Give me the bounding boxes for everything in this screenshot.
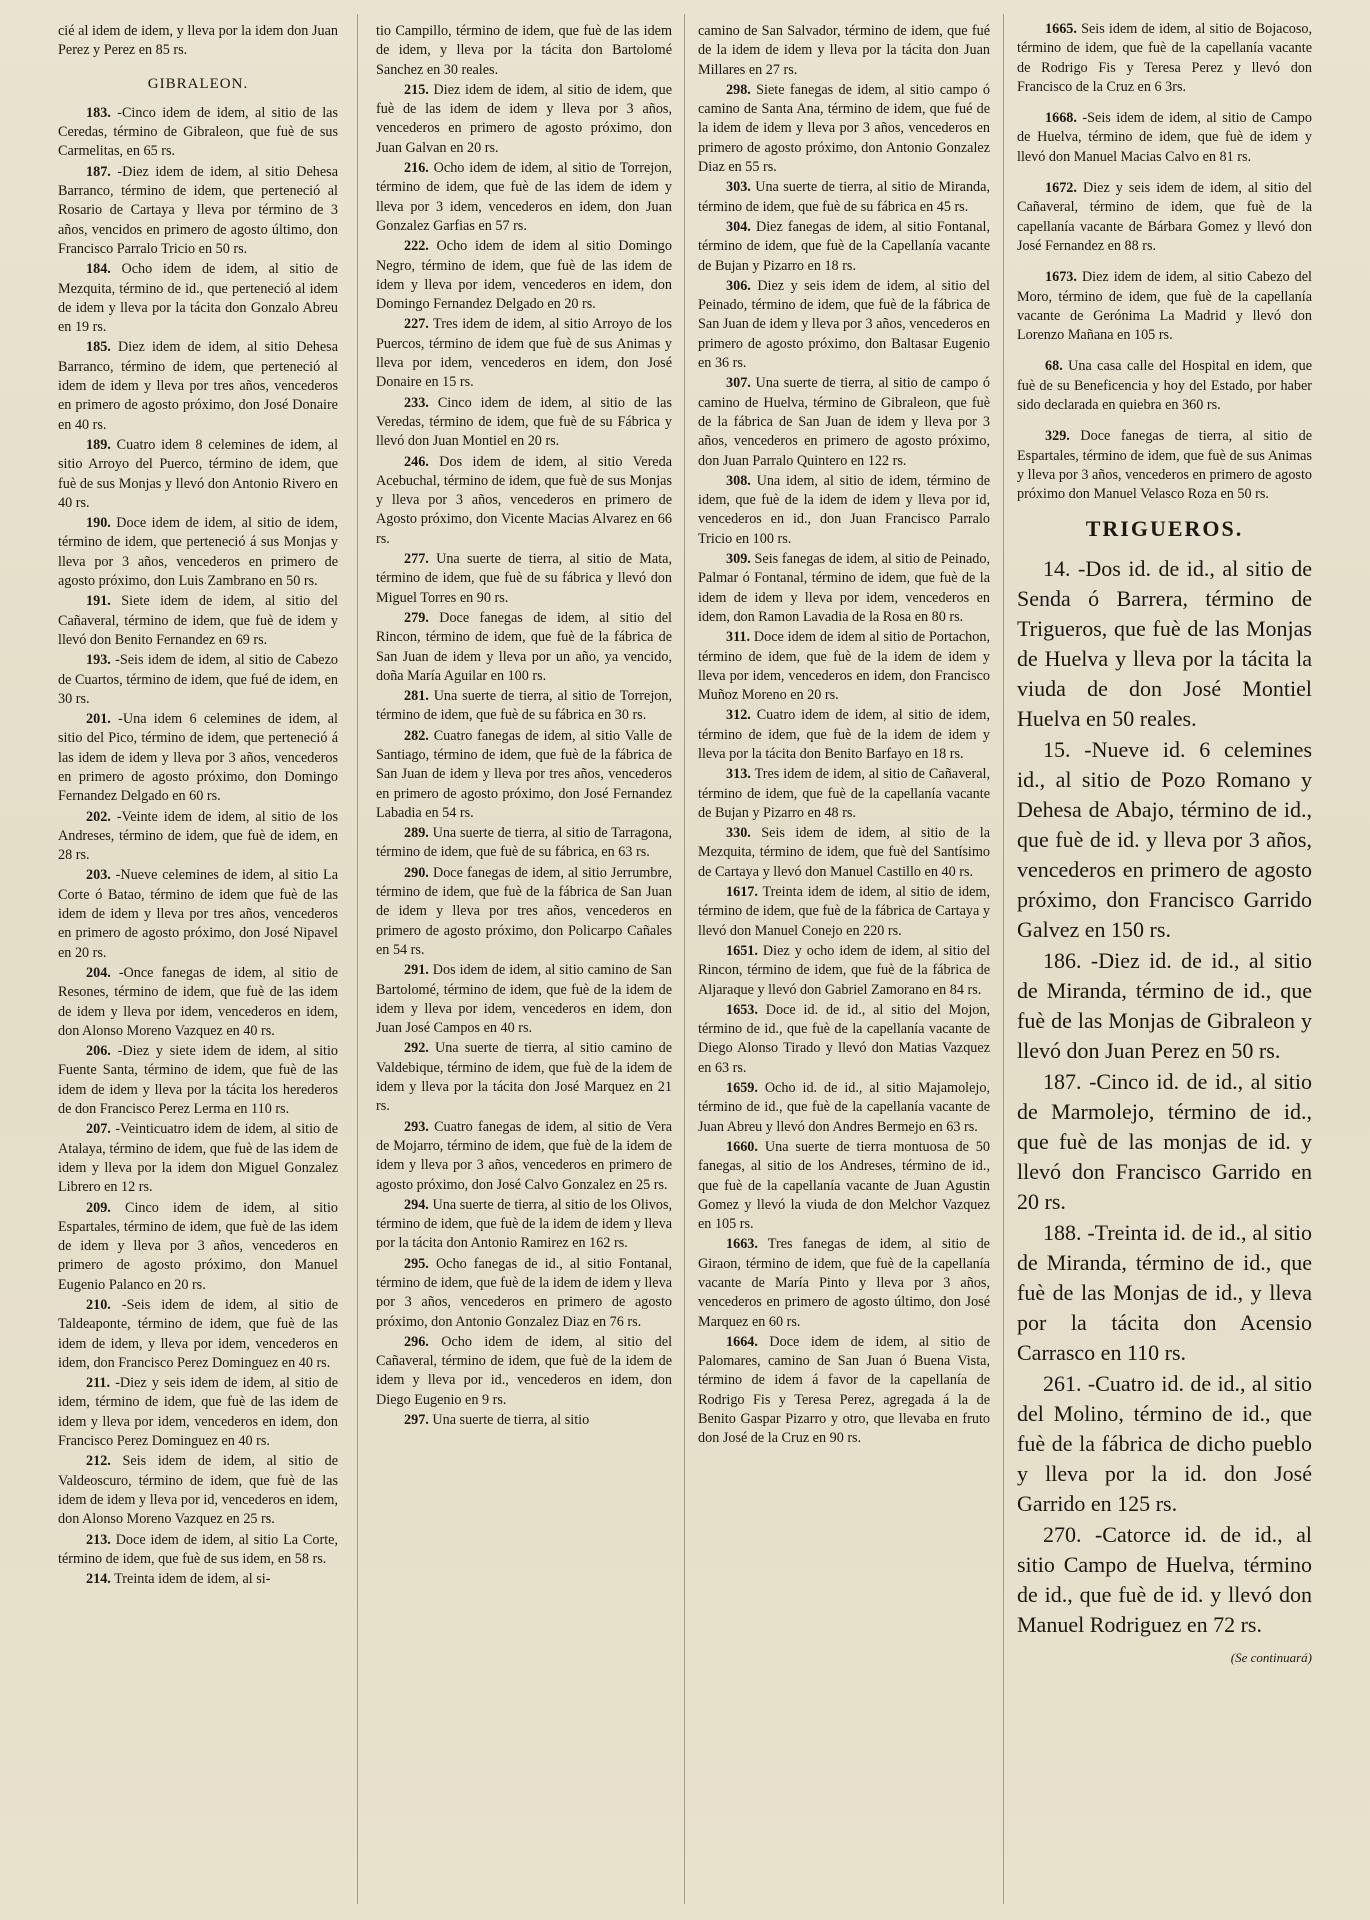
listing-entry <box>698 1001 990 1078</box>
entry-number: 209. <box>86 1199 111 1216</box>
entry-number: 1668. <box>1045 110 1077 127</box>
listing-entry <box>698 178 990 217</box>
entry-number: 212. <box>86 1453 111 1470</box>
listing-entry <box>376 1333 672 1410</box>
entry-text: Tres idem de idem, al sitio de Cañaveral, término de idem, que fuè de la capellanía vacante de Bujan y Pizarro en 48 rs. <box>698 766 990 821</box>
entry-number: 193. <box>86 652 111 669</box>
listing-entry <box>58 514 338 591</box>
listing-entry <box>376 961 672 1038</box>
entry-number: 306. <box>726 277 751 294</box>
entry-text: Una idem, al sitio de idem, término de idem, que fuè de la idem de idem y lleva por id, vencederos en id., don Juan Francisco Parralo Tricio en 100 rs. <box>698 472 990 547</box>
listing-entry <box>1017 1218 1312 1368</box>
listing-entry <box>1017 20 1312 97</box>
listing-entry <box>58 1374 338 1451</box>
column-rule <box>357 14 358 1904</box>
column-3 <box>698 22 990 1912</box>
listing-entry <box>376 1118 672 1195</box>
listing-entry <box>376 550 672 608</box>
entry-number: 201. <box>86 711 111 728</box>
entry-text: -Seis idem de idem, al sitio de Campo de Huelva, término de idem, que fuè de idem y llevó don Manuel Macias Calvo en 81 rs. <box>1017 110 1312 165</box>
listing-entry <box>376 237 672 314</box>
listing-entry <box>698 706 990 764</box>
listing-entry <box>698 628 990 705</box>
entry-number: 330. <box>726 825 751 842</box>
entry-text: Dos idem de idem, al sitio Vereda Acebuchal, término de idem, que fuè de sus Monjas y lleva por 3 años, vencederos en primero de Agosto próximo, don Vicente Macias Alvarez en 66 rs. <box>376 453 672 547</box>
entry-number: 312. <box>726 707 751 724</box>
listing-entry <box>698 550 990 627</box>
entry-text: -Veinte idem de idem, al sitio de los Andreses, término de idem, que fuè de idem, en 28 rs. <box>58 808 338 864</box>
entry-number: 261. <box>1043 1370 1082 1396</box>
entry-text: Una suerte de tierra, al sitio de Tarragona, término de idem, que fuè de su fábrica, en 63 rs. <box>376 825 672 861</box>
entry-text: Doce idem de idem, al sitio de Palomares, camino de San Juan ó Buena Vista, término de idem á favor de la capellanía de Rodrigo Fis y Teresa Perez, agregada á la de Benito Gaspar Pizarro y otro, que llevaba en fruto don José de la Cruz en 90 rs. <box>698 1333 990 1447</box>
entry-text: Una casa calle del Hospital en idem, que fuè de su Beneficencia y hoy del Estado, por haber sido declarada en quiebra en 360 rs. <box>1017 358 1312 414</box>
entry-text: Treinta idem de idem, al sitio de idem, término de idem, que fuè de la fábrica de Cartaya y llevó don Manuel Conejo en 220 rs. <box>698 884 990 939</box>
entry-text: Doce fanegas de tierra, al sitio de Espartales, término de idem, que fuè de sus Animas y lleva por 3 años, vencederos en primero de agosto próximo don Manuel Velasco Roza en 50 rs. <box>1017 428 1312 503</box>
entry-text: Una suerte de tierra, al sitio de campo ó camino de Huelva, término de Gibraleon, que fuè de la fábrica de San Juan de idem y lleva por 3 años, vencederos en primero de agosto próximo, don Juan Parralo Quintero en 122 rs. <box>698 375 990 469</box>
listing-entry <box>58 1199 338 1295</box>
entry-number: 187. <box>1043 1068 1082 1094</box>
entry-number: 270. <box>1043 1521 1082 1547</box>
listing-entry <box>376 315 672 392</box>
listing-entry <box>698 81 990 177</box>
entry-text: Diez fanegas de idem, al sitio Fontanal, término de idem, que fuè de la Capellanía vacante de Bujan y Pizarro en 18 rs. <box>698 218 990 274</box>
entry-text: Cuatro fanegas de idem, al sitio Valle de Santiago, término de idem, que fuè de la fábrica de San Juan de idem y lleva por tres años, vencederos en primero de agosto próximo, don José Fernandez Labadia en 54 rs. <box>376 727 672 821</box>
section-heading: GIBRALEON. <box>147 75 249 92</box>
entry-number: 1672. <box>1045 180 1077 197</box>
entry-text: Doce fanegas de idem, al sitio del Rincon, término de idem, que fuè de la fábrica de San Juan de idem y lleva por un año, ya vencido, doña María Aguilar en 100 rs. <box>376 609 672 684</box>
listing-entry <box>1017 268 1312 345</box>
entry-text: Seis idem de idem, al sitio de la Mezquita, término de idem, que fuè del Santísimo de Cartaya y llevó don Manuel Castillo en 40 rs. <box>698 825 990 880</box>
entry-text: -Diez idem de idem, al sitio Dehesa Barranco, término de idem, que perteneció al Rosario de Cartaya y lleva por término de 3 años, vencidos en primero de agosto último, don Francisco Parralo Tricio en 50 rs. <box>58 163 338 257</box>
listing-entry <box>698 942 990 1000</box>
entry-text: -Treinta id. de id., al sitio de Miranda, término de id., que fuè de las Monjas de id., y lleva por la tácita don Acensio Carrasco en 110 rs. <box>1017 1219 1312 1365</box>
entry-text: Doce idem de idem al sitio de Portachon, término de idem, que fuè de la idem de idem y lleva por idem, vencederos en idem, don Francisco Muñoz Moreno en 20 rs. <box>698 629 990 704</box>
column-rule <box>1003 14 1004 1904</box>
entry-number: 1673. <box>1045 269 1077 286</box>
entry-number: 227. <box>404 316 429 333</box>
entry-number: 191. <box>86 593 111 610</box>
entry-text: Dos idem de idem, al sitio camino de San Bartolomé, término de idem, que fuè de la idem de idem y lleva por idem, vencederos en idem, don Juan José Campos en 40 rs. <box>376 962 672 1037</box>
entry-text: Diez idem de idem, al sitio de idem, que fuè de las idem de idem y lleva por 3 años, vencederos en primero de agosto próximo, don Juan Galvan en 20 rs. <box>376 81 672 156</box>
entry-number: 186. <box>1043 947 1082 973</box>
entry-text: Seis idem de idem, al sitio de Bojacoso, término de idem, que fuè de la capellanía vacante de Rodrigo Fis y Teresa Perez y llevó don Francisco de la Cruz en 6 3rs. <box>1017 21 1312 95</box>
listing-entry <box>1017 357 1312 415</box>
entry-number: 222. <box>404 238 429 255</box>
listing-entry <box>376 1255 672 1332</box>
entry-text: -Seis idem de idem, al sitio de Cabezo de Cuartos, término de idem, que fué de idem, en 30 rs. <box>58 652 338 707</box>
entry-text: Siete idem de idem, al sitio del Cañaveral, término de idem, que fuè de idem y llevó don Benito Fernandez en 69 rs. <box>58 593 338 648</box>
entry-text: Una suerte de tierra, al sitio de Torrejon, término de idem, que fuè de su fábrica en 30 rs. <box>376 688 672 724</box>
entry-number: 1651. <box>726 942 758 959</box>
entry-number: 279. <box>404 609 429 626</box>
listing-entry <box>58 651 338 709</box>
entry-text: Siete fanegas de idem, al sitio campo ó camino de Santa Ana, término de idem, que fué de la idem de idem y lleva por 3 años, vencederos en primero de agosto próximo, don Antonio Gonzalez Diaz en 55 rs. <box>698 81 990 176</box>
entry-number: 303. <box>726 179 751 196</box>
entry-text: Cuatro idem 8 celemines de idem, al sitio Arroyo del Puerco, término de idem, que fuè de sus Monjas y llevó don Antonio Rivero en 40 rs. <box>58 436 338 511</box>
entry-text: Ocho idem de idem al sitio Domingo Negro, término de idem, que fuè de las idem de idem y lleva por idem, vencederos en idem, don Domingo Fernandez Delgado en 20 rs. <box>376 238 672 313</box>
entry-number: 1660. <box>726 1138 758 1155</box>
entry-text: Diez idem de idem, al sitio Cabezo del Moro, término de idem, que fuè de la capellanía vacante de Gerónima La Madrid y llevó don Lorenzo Mañana en 105 rs. <box>1017 269 1312 344</box>
listing-entry <box>698 472 990 549</box>
entry-number: 1664. <box>726 1333 758 1350</box>
entry-text: Una suerte de tierra, al sitio de Mata, término de idem, que fuè de su fábrica y llevó don Miguel Torres en 90 rs. <box>376 551 672 606</box>
entry-number: 210. <box>86 1297 111 1313</box>
entry-text: -Nueve celemines de idem, al sitio La Corte ó Batao, término de idem que fuè de las idem de idem y lleva por tres años, vencederos en primero de agosto próximo, don José Nipavel en 20 rs. <box>58 867 338 961</box>
entry-text: Doce id. de id., al sitio del Mojon, término de id., que fuè de la capellanía vacante de Diego Alonso Tirado y llevó don Matias Vazquez en 63 rs. <box>698 1001 990 1076</box>
listing-entry <box>58 1042 338 1119</box>
entry-number: 1617. <box>726 884 758 901</box>
entry-text: -Diez id. de id., al sitio de Miranda, término de id., que fuè de las Monjas de Gibraleon y llevó don Juan Perez en 50 rs. <box>1017 947 1312 1063</box>
entry-number: 203. <box>86 867 111 884</box>
listing-entry <box>58 710 338 806</box>
listing-entry <box>58 338 338 434</box>
entry-text: Una suerte de tierra, al sitio camino de Valdebique, término de idem, que fuè de la idem de idem y lleva por la tácita don José Marquez en 21 rs. <box>376 1040 672 1115</box>
listing-entry <box>376 1039 672 1116</box>
entry-text: Una suerte de tierra montuosa de 50 fanegas, al sitio de los Andreses, término de id., que fuè de la capellanía vacante de Juan Agustin Gomez y llevó la viuda de don Melchor Vazquez en 105 rs. <box>698 1138 990 1233</box>
entry-text: Diez y ocho idem de idem, al sitio del Rincon, término de idem, que fuè de la fábrica de Aljaraque y llevó don Gabriel Zamorano en 84 rs. <box>698 942 990 998</box>
entry-number: 216. <box>404 160 429 177</box>
listing-entry <box>58 436 338 513</box>
entry-text: -Diez y seis idem de idem, al sitio de idem, término de idem, que fuè de las idem de idem y lleva por idem, vencederos en idem, don Francisco Perez Dominguez en 40 rs. <box>58 1375 338 1450</box>
entry-number: 233. <box>404 394 429 411</box>
entry-number: 290. <box>404 864 429 881</box>
listing-entry <box>58 22 338 61</box>
entry-number: 14. <box>1043 555 1071 581</box>
listing-entry <box>698 374 990 470</box>
entry-number: 304. <box>726 218 751 235</box>
listing-entry <box>698 883 990 941</box>
listing-entry <box>376 394 672 452</box>
entry-number: 308. <box>726 472 751 489</box>
entry-text: Ocho idem de idem, al sitio del Cañaveral, término de idem, que fuè de la idem de idem y lleva por id., vencederos en idem, don Diego Eugenio en 9 rs. <box>376 1333 672 1408</box>
column-rule <box>684 14 685 1904</box>
listing-entry <box>1017 1520 1312 1640</box>
entry-number: 188. <box>1043 1219 1082 1245</box>
entry-text: -Una idem 6 celemines de idem, al sitio del Pico, término de idem, que perteneció á las idem de idem y lleva por 3 años, vencederos en primero de agosto próximo, don Domingo Fernandez Delgado en 60 rs. <box>58 711 338 805</box>
entry-number: 294. <box>404 1196 429 1213</box>
listing-entry <box>698 765 990 823</box>
entry-text: -Cinco idem de idem, al sitio de las Ceredas, término de Gibraleon, que fuè de sus Carmelitas, en 65 rs. <box>58 104 338 160</box>
listing-entry <box>376 81 672 158</box>
entry-text: Ocho idem de idem, al sitio de Torrejon, término de idem, que fuè de las idem de idem y lleva por 3 idem, vencederos en idem, don Juan Gonzalez Garfias en 57 rs. <box>376 160 672 234</box>
listing-entry <box>58 1531 338 1570</box>
listing-entry <box>1017 1369 1312 1519</box>
entry-text: cié al idem de idem, y lleva por la idem don Juan Perez y Perez en 85 rs. <box>58 23 338 59</box>
listing-entry <box>376 687 672 726</box>
entry-text: Doce idem de idem, al sitio de idem, término de idem, que perteneció á sus Monjas y lleva por 3 años, vencederos en primero de agosto próximo, don Luis Zambrano en 50 rs. <box>58 515 338 590</box>
entry-number: 184. <box>86 261 111 278</box>
listing-entry <box>376 824 672 863</box>
entry-text: -Once fanegas de idem, al sitio de Resones, término de idem, que fuè de las idem de idem y lleva por idem, vencederos en idem, don Alonso Moreno Vazquez en 40 rs. <box>58 964 338 1039</box>
entry-text: -Diez y siete idem de idem, al sitio Fuente Santa, término de idem, que fuè de las idem de idem y lleva por la tácita los herederos de don Francisco Perez Lerma en 110 rs. <box>58 1043 338 1118</box>
column-4 <box>1017 20 1312 1910</box>
listing-entry <box>1017 554 1312 734</box>
listing-entry <box>58 163 338 259</box>
entry-text: Tres idem de idem, al sitio Arroyo de los Puercos, término de idem que fuè de sus Animas y lleva por idem, vencederos en idem, don José Donaire en 15 rs. <box>376 316 672 391</box>
entry-text: -Veinticuatro idem de idem, al sitio de Atalaya, término de idem, que fuè de las idem de idem y lleva por la idem don Miguel Gonzalez Librero en 12 rs. <box>58 1121 338 1196</box>
entry-text: -Dos id. de id., al sitio de Senda ó Barrera, término de Trigueros, que fuè de las Monjas de Huelva y lleva por la tácita la viuda de don José Montiel Huelva en 50 reales. <box>1017 555 1312 731</box>
entry-number: 307. <box>726 375 751 392</box>
entry-number: 68. <box>1045 358 1063 375</box>
listing-entry <box>698 218 990 276</box>
entry-number: 185. <box>86 339 111 356</box>
entry-number: 329. <box>1045 428 1070 445</box>
listing-entry <box>1017 946 1312 1066</box>
listing-entry <box>58 1570 338 1589</box>
entry-number: 215. <box>404 81 429 98</box>
entry-number: 214. <box>86 1571 111 1588</box>
listing-entry <box>58 964 338 1041</box>
entry-number: 183. <box>86 104 111 121</box>
entry-text: -Cinco id. de id., al sitio de Marmolejo, término de id., que fuè de las monjas de id. y llevó don Francisco Garrido en 20 rs. <box>1017 1068 1312 1214</box>
entry-number: 1659. <box>726 1080 758 1097</box>
listing-entry <box>58 1120 338 1197</box>
entry-number: 207. <box>86 1121 111 1138</box>
entry-text: Seis idem de idem, al sitio de Valdeoscuro, término de idem, que fuè de las idem de idem y lleva por id, vencederos en idem, don Alonso Moreno Vazquez en 25 rs. <box>58 1453 338 1528</box>
entry-text: Ocho fanegas de id., al sitio Fontanal, término de idem, que fuè de la idem de idem y lleva por 3 años, vencederos en primero de agosto próximo, don Antonio Gonzalez Diaz en 76 rs. <box>376 1255 672 1330</box>
entry-text: tio Campillo, término de idem, que fuè de las idem de idem, y lleva por la tácita don Bartolomé Sanchez en 30 reales. <box>376 23 672 78</box>
listing-entry <box>376 453 672 549</box>
entry-number: 282. <box>404 727 429 744</box>
entry-number: 291. <box>404 962 429 979</box>
entry-number: 1663. <box>726 1236 758 1253</box>
continuation-note: (Se continuará) <box>1230 1649 1312 1665</box>
entry-text: Cinco idem de idem, al sitio de las Veredas, término de idem, que fuè de su Fábrica y llevó don Juan Montiel en 20 rs. <box>376 394 672 450</box>
entry-text: Treinta idem de idem, al si- <box>114 1571 271 1588</box>
entry-number: 295. <box>404 1255 429 1272</box>
listing-entry <box>58 104 338 162</box>
entry-number: 246. <box>404 453 429 470</box>
entry-text: Una suerte de tierra, al sitio de los Olivos, término de idem, que fuè de la idem de idem y lleva por la tácita don Antonio Ramirez en 162 rs. <box>376 1196 672 1252</box>
listing-entry <box>698 1235 990 1331</box>
entry-text: camino de San Salvador, término de idem, que fué de la idem de idem y lleva por la tácita don Juan Millares en 27 rs. <box>698 23 990 78</box>
entry-number: 190. <box>86 515 111 532</box>
entry-number: 211. <box>86 1375 111 1392</box>
listing-entry <box>1017 1067 1312 1217</box>
column-2 <box>376 22 672 1912</box>
entry-text: -Catorce id. de id., al sitio Campo de Huelva, término de id., que fuè de id. y llevó don Manuel Rodriguez en 72 rs. <box>1017 1521 1312 1637</box>
entry-number: 277. <box>404 551 429 568</box>
entry-number: 289. <box>404 825 429 842</box>
entry-number: 296. <box>404 1333 429 1350</box>
entry-number: 293. <box>404 1118 429 1135</box>
listing-entry <box>376 1196 672 1254</box>
section-heading: TRIGUEROS. <box>1085 515 1244 541</box>
entry-text: Cinco idem de idem, al sitio Espartales, término de idem, que fuè de las idem de idem y lleva por 3 años, vencederos en primero de agosto próximo, don Manuel Eugenio Palanco en 20 rs. <box>58 1199 338 1293</box>
entry-number: 313. <box>726 766 751 783</box>
entry-text: Doce idem de idem, al sitio La Corte, término de idem, que fuè de sus idem, en 58 rs. <box>58 1531 338 1567</box>
listing-entry <box>376 609 672 686</box>
column-1 <box>58 22 338 1912</box>
listing-entry <box>58 592 338 650</box>
entry-number: 187. <box>86 163 111 180</box>
entry-number: 311. <box>726 629 751 646</box>
listing-entry <box>698 1333 990 1449</box>
entry-text: -Cuatro id. de id., al sitio del Molino, término de id., que fuè de la fábrica de dicho pueblo y lleva por la id. don José Garrido en 125 rs. <box>1017 1370 1312 1516</box>
entry-text: -Seis idem de idem, al sitio de Taldeaponte, término de idem, que fuè de las idem de idem, y lleva por idem, vencederos en idem, don Francisco Perez Dominguez en 40 rs. <box>58 1297 338 1371</box>
entry-text: Ocho id. de id., al sitio Majamolejo, término de id., que fuè de la capellanía vacante de Juan Abreu y llevó don Andres Bermejo en 63 rs. <box>698 1080 990 1135</box>
listing-entry <box>698 22 990 80</box>
entry-text: Diez y seis idem de idem, al sitio del Cañaveral, término de idem, que fuè de la capellanía vacante de Bárbara Gomez y llevó don José Fernandez en 88 rs. <box>1017 180 1312 254</box>
listing-entry <box>698 1138 990 1234</box>
entry-number: 292. <box>404 1040 429 1057</box>
listing-entry <box>1017 179 1312 256</box>
entry-text: Una suerte de tierra, al sitio de Miranda, término de idem, que fuè de su fábrica en 45 rs. <box>698 179 990 215</box>
entry-text: Ocho idem de idem, al sitio de Mezquita, término de id., que perteneció al idem de idem y lleva por la tácita don Gonzalo Abreu en 19 rs. <box>58 261 338 336</box>
listing-entry <box>58 1296 338 1373</box>
entry-number: 309. <box>726 551 751 568</box>
entry-number: 15. <box>1043 736 1071 762</box>
entry-text: Seis fanegas de idem, al sitio de Peinado, Palmar ó Fontanal, término de idem, que fuè de la idem de idem y lleva por idem, vencederos en idem, don Ramon Lavadia de la Rosa en 80 rs. <box>698 551 990 625</box>
entry-number: 1653. <box>726 1001 758 1018</box>
entry-text: Tres fanegas de idem, al sitio de Giraon, término de idem, que fuè de la capellanía vacante de María Pinto y lleva por 3 años, vencederos en primero de agosto último, don José Marquez en 60 rs. <box>698 1236 990 1330</box>
entry-number: 297. <box>404 1412 429 1429</box>
listing-entry <box>376 727 672 823</box>
entry-text: Diez idem de idem, al sitio Dehesa Barranco, término de idem, que perteneció al idem de idem y lleva por tres años, vencederos en primero de agosto próximo, don José Donaire en 40 rs. <box>58 339 338 433</box>
entry-text: Doce fanegas de idem, al sitio Jerrumbre, término de idem, que fuè de la fábrica de San Juan de idem y lleva por tres años, vencederos en primero de agosto próximo, don Policarpo Cañales en 54 rs. <box>376 864 672 958</box>
listing-entry <box>58 1452 338 1529</box>
listing-entry <box>698 824 990 882</box>
entry-number: 281. <box>404 688 429 705</box>
entry-number: 298. <box>726 81 751 98</box>
listing-entry <box>58 808 338 866</box>
listing-entry <box>376 864 672 960</box>
entry-text: -Nueve id. 6 celemines id., al sitio de Pozo Romano y Dehesa de Abajo, término de id., que fuè de id. y lleva por 3 años, vencederos en primero de agosto próximo, don Francisco Garrido Galvez en 150 rs. <box>1017 736 1312 942</box>
listing-entry <box>58 260 338 337</box>
entry-number: 202. <box>86 808 111 825</box>
listing-entry <box>376 159 672 236</box>
entry-number: 204. <box>86 964 111 981</box>
listing-entry <box>698 277 990 373</box>
listing-entry <box>1017 109 1312 167</box>
entry-text: Una suerte de tierra, al sitio <box>432 1412 590 1429</box>
listing-entry <box>698 1079 990 1137</box>
entry-number: 206. <box>86 1043 111 1060</box>
entry-text: Cuatro fanegas de idem, al sitio de Vera de Mojarro, término de idem, que fuè de la idem de idem y lleva por 3 años, vencederos en primero de agosto próximo, don José Calvo Gonzalez en 25 rs. <box>376 1118 672 1193</box>
entry-number: 1665. <box>1045 21 1077 37</box>
listing-entry <box>376 22 672 80</box>
entry-number: 213. <box>86 1531 111 1548</box>
entry-number: 189. <box>86 436 111 453</box>
entry-text: Cuatro idem de idem, al sitio de idem, término de idem, que fuè de la idem de idem y lleva por la tácita don Benito Barfayo en 18 rs. <box>698 707 990 762</box>
entry-text: Diez y seis idem de idem, al sitio del Peinado, término de idem, que fuè de la fábrica de San Juan de idem y lleva por 3 años, vencederos en primero de agosto próximo, don Baltasar Eugenio en 36 rs. <box>698 277 990 372</box>
listing-entry <box>376 1411 672 1430</box>
listing-entry <box>58 866 338 962</box>
listing-entry <box>1017 427 1312 504</box>
listing-entry <box>1017 735 1312 945</box>
